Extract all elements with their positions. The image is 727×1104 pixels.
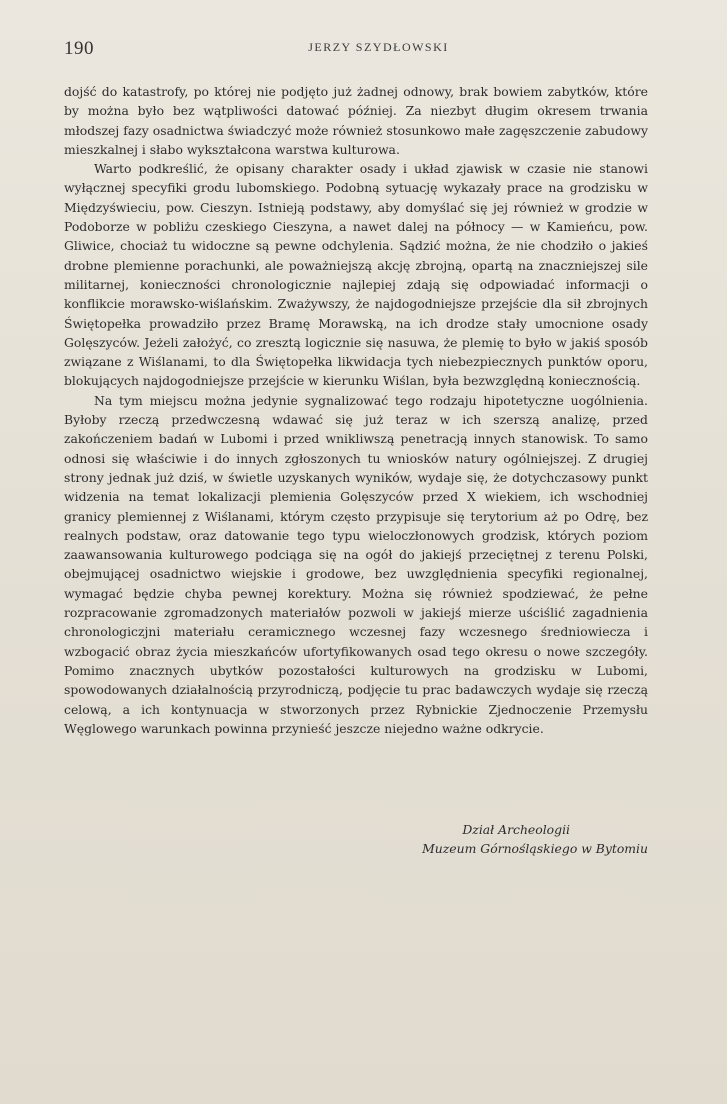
paragraph-3: Na tym miejscu można jedynie sygnalizować tego rodzaju hipotetyczne uogólnienia. Byłoby rzeczą przedwczesną wdawać się już teraz w ich szerszą analizę, przed zakończeniem badań w Lubomi i przed wnikliwszą penetracją innych stanowisk. To samo odnosi się właściwie i do innych zgłoszonych tu wniosków natury ogólniejszej. Z drugiej strony jednak już dziś, w świetle uzyskanych wyników, wydaje się, że dotychczasowy punkt widzenia na temat lokalizacji plemienia Golęszyców przed X wiekiem, ich wschodniej granicy plemiennej z Wiślanami, którym często przypisuje się terytorium aż po Odrę, bez realnych podstaw, oraz datowanie tego typu wieloczłonowych grodzisk, których poziom zaawansowania kulturowego podciąga się na ogół do jakiejś przeciętnej z terenu Polski, obejmującej osadnictwo wiejskie i grodowe, bez uwzględnienia specyfiki regionalnej, wymagać będzie chyba pewnej korektury. Można się również spodziewać, że pełne rozpracowanie zgromadzonych materiałów pozwoli w jakiejś mierze uściślić zagadnienia chronologiczjni materiału ceramicznego wczesnej fazy wczesnego średniowiecza i wzbogacić obraz życia mieszkańców ufortyfikowanych osad tego okresu o nowe szczegóły. Pomimo znacznych ubytków pozostałości kulturowych na grodzisku w Lubomi, spowodowanych działalnością przyrodniczą, podjęcie tu prac badawczych wydaje się rzeczą celową, a ich kontynuacja w stworzonych przez Rybnickie Zjednoczenie Przemysłu Węglowego warunkach powinna przynieść jeszcze niejedno ważne odkrycie. — [64, 392, 648, 736]
running-head: JERZY SZYDŁOWSKI — [308, 40, 449, 54]
signature — [422, 820, 648, 859]
signature-department: Dział Archeologii — [462, 822, 570, 837]
body-text — [64, 82, 648, 738]
page-number: 190 — [64, 38, 94, 59]
signature-institution: Muzeum Górnośląskiego w Bytomiu — [422, 841, 648, 857]
paragraph-2: Warto podkreślić, że opisany charakter osady i układ zjawisk w czasie nie stanowi wyłącznej specyfiki grodu lubomskiego. Podobną sytuację wykazały prace na grodzisku w Międzyświeciu, pow. Cieszyn. Istnieją podstawy, aby domyślać się jej również w grodzie w Podoborze w pobliżu czeskiego Cieszyna, a nawet dalej na północy — w Kamieńcu, pow. Gliwice, chociaż tu widoczne są pewne odchylenia. Sądzić można, że nie chodziło o jakieś drobne plemienne porachunki, ale poważniejszą akcję zbrojną, opartą na znaczniejszej sile militarnej, konieczności chronologicznie najlepiej zdają się odpowiadać informacji o konflikcie morawsko-wiślańskim. Zważywszy, że najdogodniejsze przejście dla sił zbrojnych Świętopełka prowadziło przez Bramę Morawską, na ich drodze stały umocnione osady Golęszyców. Jeżeli założyć, co zresztą logicznie się nasuwa, że plemię to było w jakiś sposób związane z Wiślanami, to dla Świętopełka likwidacja tych niebezpiecznych punktów oporu, blokujących najdogodniejsze przejście w kierunku Wiślan, była bezwzględną koniecznością. — [64, 161, 648, 389]
paragraph-1: dojść do katastrofy, po której nie podjęto już żadnej odnowy, brak bowiem zabytków, które by można było bez wątpliwości datować później. Za niezbyt długim okresem trwania młodszej fazy osadnictwa świadczyć może również stosunkowo małe zagęszczenie zabudowy mieszkalnej i słabo wykształcona warstwa kulturowa. — [64, 84, 648, 157]
